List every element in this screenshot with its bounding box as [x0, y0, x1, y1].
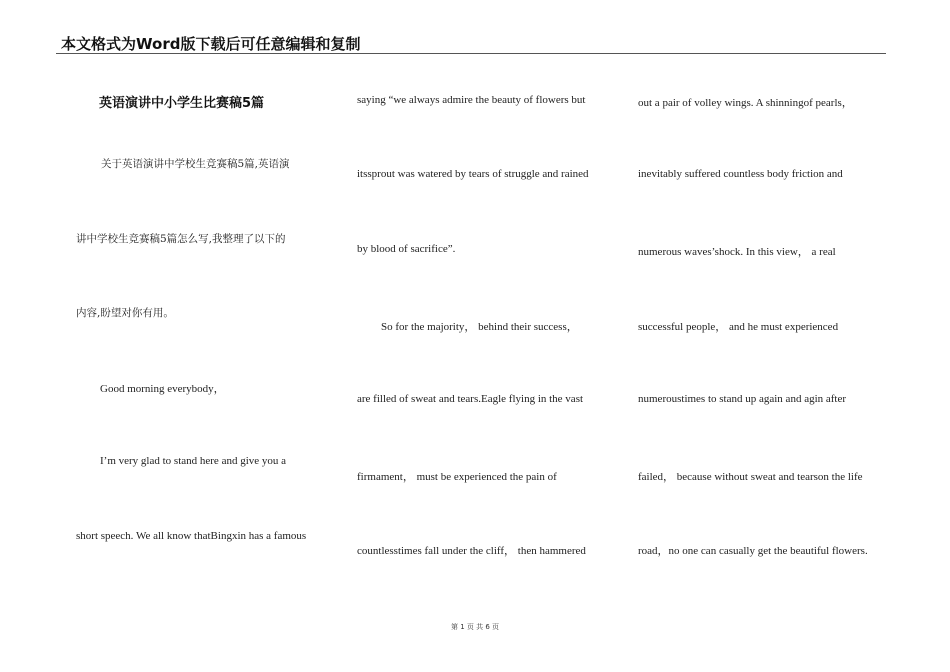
column1-line: short speech. We all know thatBingxin has a famous [76, 530, 307, 542]
page-number: 第 1 页 共 6 页 [450, 623, 500, 631]
column3-line: numerous waves’shock. In this view， a real [638, 246, 836, 258]
column3-line: out a pair of volley wings. A shinningof pearls， [638, 97, 853, 109]
column1-line: 关于英语演讲中学校生竞赛稿5篇,英语演 [101, 158, 290, 170]
column3-line: failed， because without sweat and tearson the life [638, 471, 863, 483]
column2-line: itssprout was watered by tears of struggle and rained [357, 168, 589, 180]
column1-line: 内容,盼望对你有用。 [76, 307, 174, 319]
column3-line: numeroustimes to stand up again and agin after [638, 393, 847, 405]
header-divider [56, 53, 886, 54]
column2-line: So for the majority， behind their success， [381, 321, 578, 333]
column2-line: saying “we always admire the beauty of flowers but [357, 94, 586, 106]
column1-line: I’m very glad to stand here and give you a [100, 455, 287, 467]
column1-line: Good morning everybody， [100, 383, 225, 395]
column3-line: road，no one can casually get the beautiful flowers. [638, 545, 868, 557]
column2-line: by blood of sacrifice”. [357, 243, 456, 255]
column2-line: firmament， must be experienced the pain of [357, 471, 557, 483]
column3-line: inevitably suffered countless body friction and [638, 168, 843, 180]
column2-line: are filled of sweat and tears.Eagle flying in the vast [357, 393, 584, 405]
column1-line: 讲中学校生竞赛稿5篇怎么写,我整理了以下的 [76, 233, 286, 245]
header-title: 本文格式为Word版下载后可任意编辑和复制 [61, 35, 361, 53]
column2-line: countlesstimes fall under the cliff， then hammered [357, 545, 586, 557]
column3-line: successful people， and he must experienced [638, 321, 839, 333]
document-title: 英语演讲中小学生比赛稿5篇 [99, 96, 265, 111]
